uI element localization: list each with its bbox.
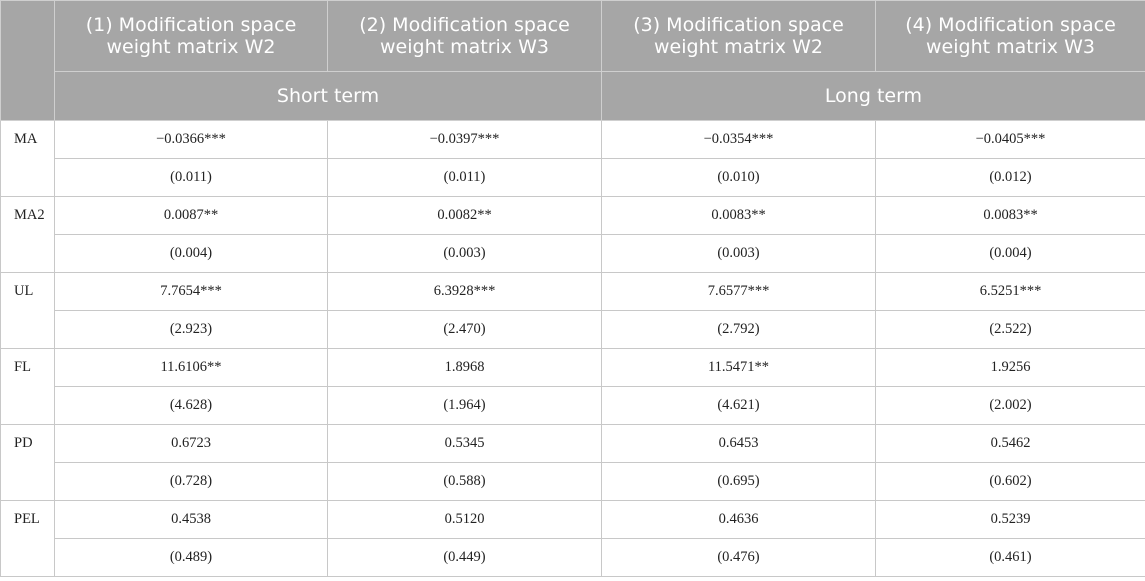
coefficient-cell: 0.0087** — [55, 197, 328, 235]
column-header-3: (3) Modification space weight matrix W2 — [602, 1, 876, 72]
variable-name-cell: MA — [1, 121, 55, 197]
standard-error-cell: (2.522) — [876, 311, 1145, 349]
coefficient-cell: −0.0354*** — [602, 121, 876, 159]
coefficient-cell: 0.5120 — [328, 501, 602, 539]
coefficient-cell: −0.0397*** — [328, 121, 602, 159]
standard-error-cell: (0.012) — [876, 159, 1145, 197]
standard-error-cell: (4.628) — [55, 387, 328, 425]
coefficient-cell: 0.6453 — [602, 425, 876, 463]
standard-error-cell: (4.621) — [602, 387, 876, 425]
coefficient-cell: −0.0405*** — [876, 121, 1145, 159]
standard-error-cell: (1.964) — [328, 387, 602, 425]
standard-error-cell: (0.004) — [55, 235, 328, 273]
standard-error-cell: (0.728) — [55, 463, 328, 501]
corner-header-cell — [1, 1, 55, 121]
table-row — [1, 425, 1145, 463]
table-header — [1, 1, 1145, 121]
coefficient-cell: 1.8968 — [328, 349, 602, 387]
table-row — [1, 197, 1145, 235]
standard-error-cell: (0.003) — [328, 235, 602, 273]
coefficient-cell: 0.5345 — [328, 425, 602, 463]
table-row — [1, 349, 1145, 387]
coefficient-cell: 0.5239 — [876, 501, 1145, 539]
standard-error-cell: (0.010) — [602, 159, 876, 197]
coefficient-cell: 7.6577*** — [602, 273, 876, 311]
table-body — [1, 121, 1145, 577]
coefficient-cell: −0.0366*** — [55, 121, 328, 159]
table-row — [1, 159, 1145, 197]
table-row — [1, 273, 1145, 311]
table-row — [1, 387, 1145, 425]
table-row — [1, 463, 1145, 501]
coefficient-cell: 0.4538 — [55, 501, 328, 539]
coefficient-cell: 11.5471** — [602, 349, 876, 387]
table-row — [1, 121, 1145, 159]
standard-error-cell: (0.489) — [55, 539, 328, 577]
table-row — [1, 501, 1145, 539]
variable-name-cell: FL — [1, 349, 55, 425]
standard-error-cell: (0.004) — [876, 235, 1145, 273]
standard-error-cell: (2.470) — [328, 311, 602, 349]
coefficient-cell: 7.7654*** — [55, 273, 328, 311]
group-header-long-term: Long term — [602, 72, 1145, 121]
coefficient-cell: 0.6723 — [55, 425, 328, 463]
standard-error-cell: (0.011) — [328, 159, 602, 197]
coefficient-cell: 0.0083** — [876, 197, 1145, 235]
standard-error-cell: (0.011) — [55, 159, 328, 197]
variable-name-cell: MA2 — [1, 197, 55, 273]
coefficient-cell: 0.4636 — [602, 501, 876, 539]
standard-error-cell: (2.923) — [55, 311, 328, 349]
table-row — [1, 311, 1145, 349]
coefficient-cell: 1.9256 — [876, 349, 1145, 387]
standard-error-cell: (0.461) — [876, 539, 1145, 577]
coefficient-cell: 6.3928*** — [328, 273, 602, 311]
standard-error-cell: (2.792) — [602, 311, 876, 349]
column-header-4: (4) Modification space weight matrix W3 — [876, 1, 1145, 72]
group-header-short-term: Short term — [55, 72, 602, 121]
variable-name-cell: UL — [1, 273, 55, 349]
standard-error-cell: (2.002) — [876, 387, 1145, 425]
column-header-1: (1) Modification space weight matrix W2 — [55, 1, 328, 72]
coefficient-cell: 6.5251*** — [876, 273, 1145, 311]
coefficient-cell: 0.0083** — [602, 197, 876, 235]
standard-error-cell: (0.476) — [602, 539, 876, 577]
table-row — [1, 539, 1145, 577]
table-row — [1, 235, 1145, 273]
column-header-2: (2) Modification space weight matrix W3 — [328, 1, 602, 72]
coefficient-cell: 11.6106** — [55, 349, 328, 387]
variable-name-cell: PD — [1, 425, 55, 501]
standard-error-cell: (0.602) — [876, 463, 1145, 501]
variable-name-cell: PEL — [1, 501, 55, 577]
standard-error-cell: (0.588) — [328, 463, 602, 501]
standard-error-cell: (0.695) — [602, 463, 876, 501]
coefficient-cell: 0.0082** — [328, 197, 602, 235]
standard-error-cell: (0.449) — [328, 539, 602, 577]
standard-error-cell: (0.003) — [602, 235, 876, 273]
coefficient-cell: 0.5462 — [876, 425, 1145, 463]
